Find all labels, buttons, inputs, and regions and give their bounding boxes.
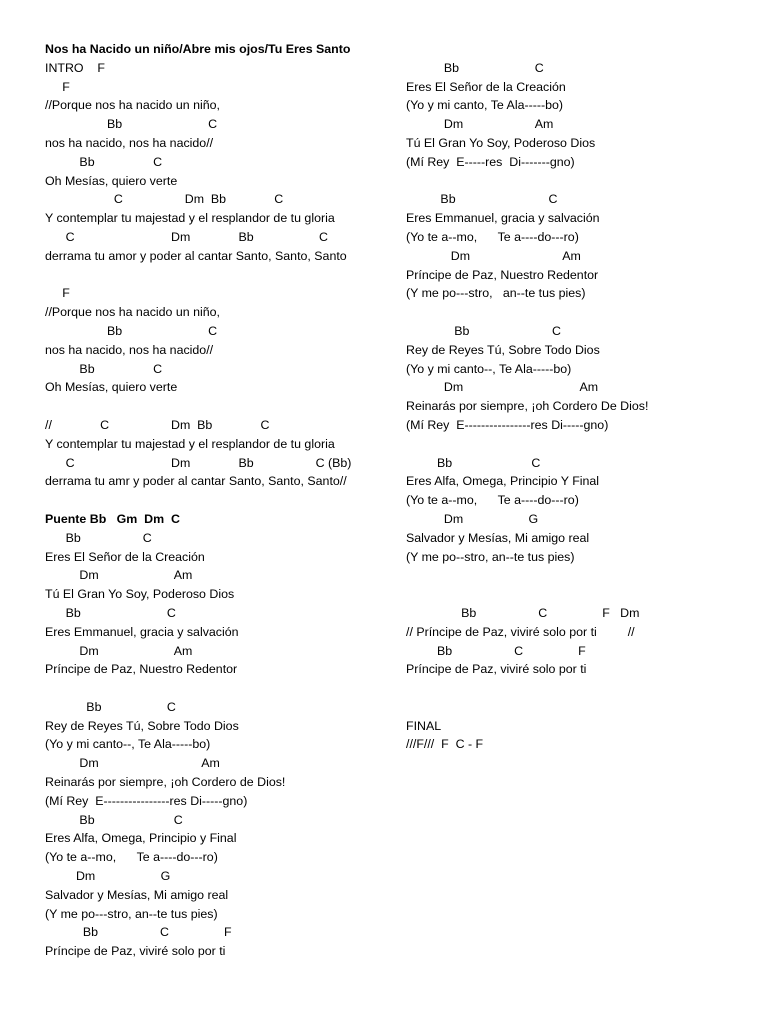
lyric-line: Bb C [45,154,163,169]
lyric-line: (Yo y mi canto--, Te Ala-----bo) [406,361,572,376]
lyric-line: Puente Bb Gm Dm C [45,511,180,526]
lyric-line: Eres Emmanuel, gracia y salvación [45,624,239,639]
right-column [406,40,751,754]
lyric-line: Eres Alfa, Omega, Principio Y Final [406,474,600,489]
lyric-line [406,679,751,698]
lyric-line: Rey de Reyes Tú, Sobre Todo Dios [406,342,600,357]
lyric-line: Rey de Reyes Tú, Sobre Todo Dios [45,718,239,733]
lyric-line: Dm Am [45,756,220,771]
lyric-line: Dm Am [406,248,581,263]
lyric-line: nos ha nacido, nos ha nacido// [45,342,214,357]
lyric-line [406,585,751,604]
lyric-line: Dm Am [406,117,554,132]
lyric-line: Eres Alfa, Omega, Principio y Final [45,831,237,846]
lyric-line: C Dm Bb C [45,229,328,244]
song-title: Nos ha Nacido un niño/Abre mis ojos/Tu Eres Santo [45,42,351,56]
lyric-line: Y contemplar tu majestad y el resplandor de tu gloria [45,436,335,451]
lyric-line: Tú El Gran Yo Soy, Poderoso Dios [45,587,235,602]
lyric-line [406,566,751,585]
lyric-line: Bb C F Dm [406,605,640,620]
lyric-line: nos ha nacido, nos ha nacido// [45,135,214,150]
lyric-line: Eres El Señor de la Creación [406,79,566,94]
lyric-line [406,303,751,322]
lyric-line: Dm G [406,511,539,526]
lyric-line: Bb C [45,812,183,827]
lyric-line: INTRO F [45,60,105,75]
lyric-line: // Príncipe de Paz, viviré solo por ti // [406,624,635,639]
lyric-line: Bb C [45,530,152,545]
lyric-line: Bb C [406,192,558,207]
lyric-line [406,435,751,454]
lyric-line [45,491,390,510]
lyric-line [45,397,390,416]
lyric-line: (Yo te a--mo, Te a----do---ro) [406,229,579,244]
lyric-line: Príncipe de Paz, viviré solo por ti [45,944,226,959]
lyric-line [45,679,390,698]
lyric-line: (Mí Rey E----------------res Di-----gno) [45,793,248,808]
lyric-line: (Mí Rey E----------------res Di-----gno) [406,417,609,432]
lyric-line: Bb C [45,699,176,714]
lyric-line: ///F/// F C - F [406,737,484,752]
lyric-line: Oh Mesías, quiero verte [45,173,178,188]
lyric-line: Príncipe de Paz, viviré solo por ti [406,662,587,677]
lyric-line [45,266,390,285]
lyric-line [406,40,751,59]
lyric-line: //Porque nos ha nacido un niño, [45,98,220,113]
lyric-line: Y contemplar tu majestad y el resplandor de tu gloria [45,211,335,226]
lyric-line: Eres Emmanuel, gracia y salvación [406,211,600,226]
lyric-line [406,698,751,717]
lyric-line: F [45,286,70,301]
lyric-line: (Mí Rey E-----res Di-------gno) [406,154,575,169]
lyric-line: Dm Am [45,568,193,583]
lyric-line: Bb C [406,60,544,75]
lyric-line: Bb C [45,605,176,620]
lyric-line: Bb C F [406,643,586,658]
lyric-line: C Dm Bb C (Bb) [45,455,352,470]
lyric-line: (Y me po--stro, an--te tus pies) [406,549,575,564]
lyric-line: Reinarás por siempre, ¡oh Cordero de Dios! [45,775,286,790]
lyric-line: Tú El Gran Yo Soy, Poderoso Dios [406,135,596,150]
lyric-line: (Yo te a--mo, Te a----do---ro) [45,850,218,865]
lyric-line: (Y me po---stro, an--te tus pies) [406,286,586,301]
lyric-line: (Yo te a--mo, Te a----do---ro) [406,493,579,508]
lyric-line: Bb C [406,455,541,470]
lyric-line: derrama tu amor y poder al cantar Santo, Santo, Santo [45,248,347,263]
lyric-line: Bb C [45,117,218,132]
lyric-line: C Dm Bb C [45,192,284,207]
lyric-line: Salvador y Mesías, Mi amigo real [45,887,229,902]
lyric-line: Príncipe de Paz, Nuestro Redentor [406,267,599,282]
lyric-line: Oh Mesías, quiero verte [45,380,178,395]
lyric-line: Eres El Señor de la Creación [45,549,205,564]
lyric-line [406,172,751,191]
lyric-line: derrama tu amr y poder al cantar Santo, Santo, Santo// [45,474,347,489]
lyric-line: (Y me po---stro, an--te tus pies) [45,906,218,921]
lyric-line: Dm Am [45,643,193,658]
lyric-line: // C Dm Bb C [45,417,270,432]
lyric-line: Bb C [406,323,561,338]
lyric-line: Reinarás por siempre, ¡oh Cordero De Dios! [406,399,649,414]
lyric-line: Bb C [45,323,218,338]
lyric-line: Dm Am [406,380,599,395]
lyric-line: (Yo y mi canto, Te Ala-----bo) [406,98,564,113]
lyric-line: Bb C [45,361,163,376]
lyric-line: //Porque nos ha nacido un niño, [45,305,220,320]
lyric-line: Bb C F [45,925,232,940]
lyric-line: F [45,79,70,94]
lyric-line: (Yo y mi canto--, Te Ala-----bo) [45,737,211,752]
left-column [45,40,390,961]
lyric-line: Salvador y Mesías, Mi amigo real [406,530,590,545]
lyric-line: Dm G [45,869,171,884]
lyric-line: Príncipe de Paz, Nuestro Redentor [45,662,238,677]
lyric-line: FINAL [406,718,442,733]
